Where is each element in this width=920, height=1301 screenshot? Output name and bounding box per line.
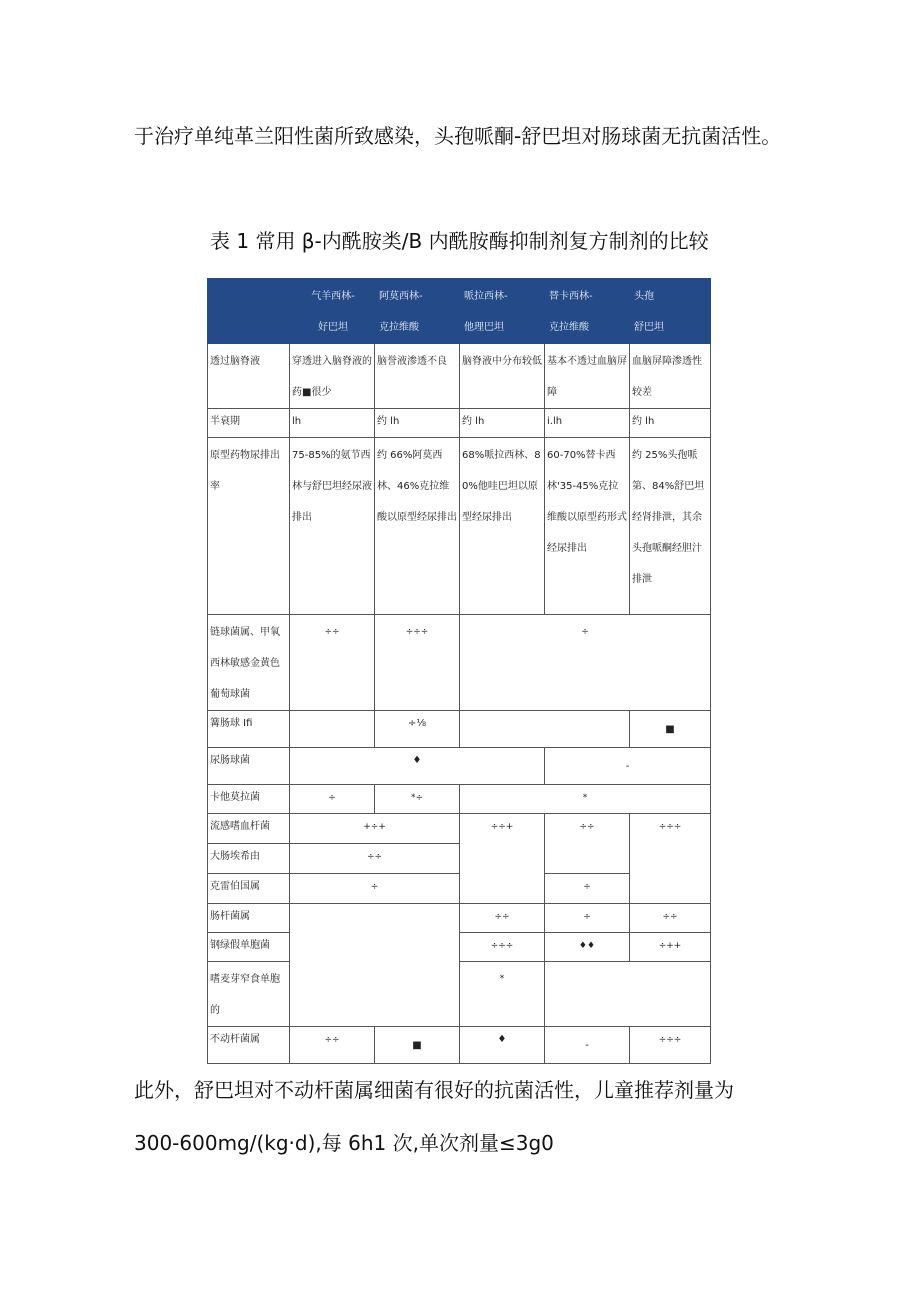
cell: ÷÷÷	[460, 933, 545, 962]
cell: ÷÷÷	[630, 1027, 711, 1064]
cell: *	[460, 785, 711, 814]
row-label: 肠杆菌属	[208, 904, 290, 933]
row-label: 流感嗜血杆菌	[208, 814, 290, 844]
cell: 约 lh	[630, 409, 711, 438]
row-label: 卡他莫拉菌	[208, 785, 290, 814]
cell: ÷	[460, 615, 711, 711]
cell	[460, 711, 630, 748]
cell: ÷⅛	[375, 711, 460, 748]
table-row-pseudomonas	[208, 933, 711, 962]
cell: 约 lh	[460, 409, 545, 438]
row-label: 链球菌属、甲氧西林敏感金黄色葡萄球菌	[208, 615, 290, 711]
header-piperacillin-tazobactam: 哌拉西林- 他理巴坦	[460, 279, 545, 344]
cell: 脑誉液渗透不良	[375, 344, 460, 409]
row-label: 尿肠球菌	[208, 748, 290, 785]
cell: +÷+	[290, 814, 460, 844]
row-label: 原型药物尿排出率	[208, 438, 290, 615]
cell: ÷÷	[290, 615, 375, 711]
cell: ÷	[290, 785, 375, 814]
header-ticarcillin-clavulanate: 替卡西林- 克拉维酸	[545, 279, 630, 344]
row-label: 不动杆菌属	[208, 1027, 290, 1064]
table-row-urine-excretion	[208, 438, 711, 615]
row-label: 篝肠球 Ifi	[208, 711, 290, 748]
comparison-table	[207, 278, 711, 1064]
cell: 约 lh	[375, 409, 460, 438]
cell: 约 66%阿莫西林、46%克拉维酸以原型经尿排出	[375, 438, 460, 615]
row-label: 嗜麦芽窄食单胞的	[208, 962, 290, 1027]
table-row-csf	[208, 344, 711, 409]
paragraph-top: 于治疗单纯革兰阳性菌所致感染，头孢哌酮-舒巴坦对肠球菌无抗菌活性。	[134, 124, 782, 148]
table-row-haemophilus	[208, 814, 711, 844]
cell: ÷++	[630, 933, 711, 962]
cell: *	[460, 962, 545, 1027]
cell: i.lh	[545, 409, 630, 438]
cell: ♦	[290, 748, 545, 785]
table-caption: 表 1 常用 β-内酰胺类/B 内酰胺酶抑制剂复方制剂的比较	[210, 229, 709, 253]
cell: 脑脊液中分布较低	[460, 344, 545, 409]
cell	[290, 904, 460, 1027]
table-row-half-life	[208, 409, 711, 438]
cell: ÷÷÷	[375, 615, 460, 711]
cell: ÷	[545, 874, 630, 904]
cell: *÷	[375, 785, 460, 814]
header-amoxicillin-clavulanate: 阿莫西林- 克拉维酸	[375, 279, 460, 344]
cell: 穿透进入脑脊液的药■很少	[290, 344, 375, 409]
table-row-enterococcus	[208, 711, 711, 748]
row-label: 大肠埃希由	[208, 844, 290, 874]
cell: 68%哌拉西林、80%他哇巴坦以原型经尿排出	[460, 438, 545, 615]
cell: 约 25%头孢哌第、84%舒巴坦经肾排泄，其余头孢哌酮经胆汁排泄	[630, 438, 711, 615]
row-label: 克雷伯国属	[208, 874, 290, 904]
cell: ÷÷+	[460, 814, 545, 904]
table-row-stenotrophomonas	[208, 962, 711, 1027]
cell: ÷÷	[290, 844, 460, 874]
cell: ÷÷÷	[630, 814, 711, 904]
cell: 75-85%的氨节西林与舒巴坦经尿液排出	[290, 438, 375, 615]
cell: 血脑屏障渗透性较差	[630, 344, 711, 409]
cell: ♦♦	[545, 933, 630, 962]
cell: ÷÷	[545, 814, 630, 874]
cell: lh	[290, 409, 375, 438]
cell: ÷÷	[630, 904, 711, 933]
cell: ■	[375, 1027, 460, 1064]
table-header-row	[208, 279, 711, 344]
table-row-streptococcus	[208, 615, 711, 711]
header-ampicillin-sulbactam: 气羊西林- 好巴坦	[290, 279, 375, 344]
cell: ÷	[545, 904, 630, 933]
paragraph-bottom-2: 300-600mg/(kg·d),每 6h1 次,单次剂量≤3g0	[134, 1131, 554, 1155]
row-label: 透过脑脊液	[208, 344, 290, 409]
row-label: 钢绿假单胞菌	[208, 933, 290, 962]
cell	[545, 962, 711, 1027]
cell	[290, 711, 375, 748]
cell: ■	[630, 711, 711, 748]
header-cefoperazone-sulbactam: 头孢 舒巴坦	[630, 279, 711, 344]
cell: 基本不透过血脑屏障	[545, 344, 630, 409]
table-row-uro-enterococcus	[208, 748, 711, 785]
cell: ÷	[290, 874, 460, 904]
table-row-enterobacter	[208, 904, 711, 933]
table-row-moraxella	[208, 785, 711, 814]
paragraph-bottom-1: 此外，舒巴坦对不动杆菌属细菌有很好的抗菌活性，儿童推荐剂量为	[134, 1078, 734, 1102]
cell: ÷÷	[290, 1027, 375, 1064]
header-blank-cell	[208, 279, 290, 344]
table-row-acinetobacter	[208, 1027, 711, 1064]
cell: ÷÷	[460, 904, 545, 933]
cell: 60-70%替卡西林'35-45%克拉维酸以原型药形式经尿排出	[545, 438, 630, 615]
cell: -	[545, 748, 711, 785]
cell: -	[545, 1027, 630, 1064]
cell: ♦	[460, 1027, 545, 1064]
row-label: 半衰期	[208, 409, 290, 438]
